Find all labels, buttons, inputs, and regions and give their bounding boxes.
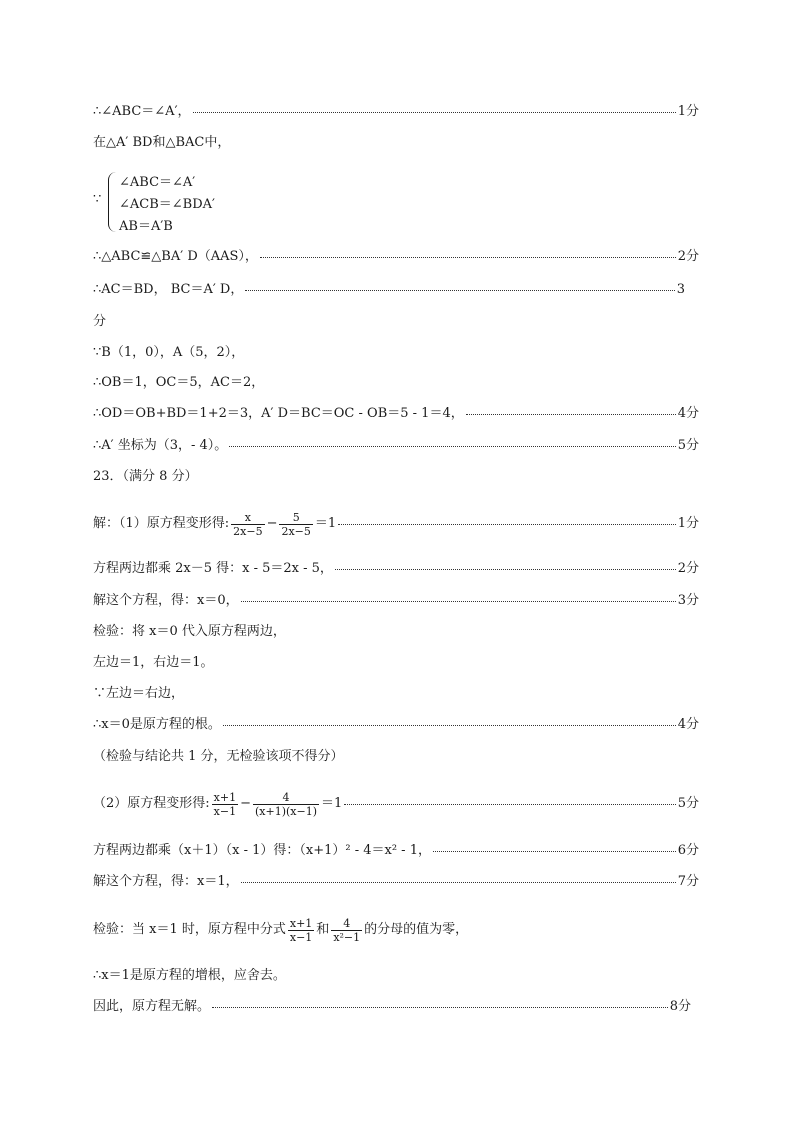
line-18-score: 5分 [677,796,699,811]
numerator: x+1 [289,916,313,930]
numerator: 4 [343,916,351,930]
line-3-text: ∴△ABC≌△BA′ D（AAS）， [93,249,258,264]
line-11-text: 方程两边都乘 2x－5 得：x - 5＝2x - 5， [93,561,333,576]
line-23 [93,998,691,1016]
line-21 [93,913,468,947]
question-23-header: 23．（满分 8 分） [93,469,198,484]
line-12-score: 3分 [677,593,699,608]
equals-one: ＝1 [321,796,343,811]
numerator: 4 [282,790,290,804]
numerator: 5 [292,510,300,524]
line-14: 左边＝1，右边＝1。 [93,655,214,670]
fraction [288,917,314,944]
line-10-prefix: 解：（1）原方程变形得: [93,516,230,531]
line-8-text: ∴A′ 坐标为（3，- 4）。 [93,438,228,453]
dot-leader [338,515,676,533]
line-2: 在△A′ BD和△BAC中， [93,135,231,150]
line-19-score: 6分 [677,843,699,858]
equals-one: ＝1 [314,516,337,531]
line-19-text: 方程两边都乘（x＋1）（x - 1）得：（x+1）² - 4＝x² - 1， [93,843,431,858]
line-16-score: 4分 [677,717,699,732]
line-11 [93,560,699,578]
fraction [279,511,312,538]
line-4 [93,281,685,299]
line-3 [93,248,699,266]
line-20-text: 解这个方程，得：x＝1， [93,874,239,889]
fraction [331,917,362,944]
dot-leader [241,592,676,610]
denominator: x−1 [289,930,313,944]
line-18-prefix: （2）原方程变形得: [93,796,210,811]
line-12 [93,592,699,610]
numerator: x+1 [213,790,237,804]
denominator: 2x−5 [281,524,311,538]
line-10 [93,508,699,540]
line-6: ∴OB＝1，OC＝5，AC＝2， [93,375,265,390]
dot-leader [260,248,676,266]
dot-leader [193,103,676,121]
fraction [212,791,238,818]
brace-item: AB＝A′B [119,219,173,234]
line-7 [93,405,699,423]
line-21-suffix: 的分母的值为零， [364,922,469,937]
minus-sign: − [240,796,251,811]
line-20 [93,873,699,891]
line-11-score: 2分 [677,561,699,576]
curly-brace [108,172,117,232]
line-15: ∵左边＝右边， [93,686,185,701]
line-10-score: 1分 [677,516,699,531]
line-7-text: ∴OD＝OB+BD＝1+2＝3，A′ D＝BC＝OC - OB＝5 - 1＝4， [93,406,464,421]
line-18 [93,787,699,821]
line-1-text: ∴∠ABC＝∠A′， [93,104,191,119]
line-20-score: 7分 [677,874,699,889]
line-16 [93,716,699,734]
line-21-mid: 和 [316,922,330,937]
line-21-prefix: 检验：当 x＝1 时，原方程中分式 [93,922,286,937]
line-13: 检验：将 x＝0 代入原方程两边， [93,624,286,639]
line-7-score: 4分 [677,406,699,421]
line-5: ∵B（1，0），A（5，2）， [93,345,245,360]
denominator: x²−1 [333,930,361,944]
line-8-score: 5分 [677,438,699,453]
dot-leader [245,281,674,299]
denominator: (x+1)(x−1) [254,804,317,818]
line-4-text: ∴AC＝BD， BC＝A′ D， [93,282,244,297]
fraction [231,511,264,538]
dot-leader [223,716,676,734]
dot-leader [433,842,676,860]
line-1 [93,103,699,121]
dot-leader [344,795,675,813]
dot-leader [241,873,676,891]
dot-leader [466,405,676,423]
line-19 [93,842,699,860]
denominator: 2x−5 [233,524,263,538]
dot-leader [212,998,668,1016]
line-23-text: 因此，原方程无解。 [93,999,211,1014]
line-3-score: 2分 [677,249,699,264]
line-17-note: （检验与结论共 1 分，无检验该项不得分） [93,749,344,764]
minus-sign: − [266,516,278,531]
brace-item: ∠ACB＝∠BDA′ [119,197,215,212]
fraction [253,791,319,818]
line-8 [93,437,699,455]
line-23-score: 8分 [669,999,691,1014]
line-22: ∴x＝1是原方程的增根，应舍去。 [93,968,286,983]
brace-item: ∠ABC＝∠A′ [119,175,196,190]
dot-leader [335,560,676,578]
line-4-score: 3 [676,282,685,297]
brace-items [119,172,215,238]
denominator: x−1 [213,804,237,818]
line-16-text: ∴x＝0是原方程的根。 [93,717,221,732]
dot-leader [229,437,675,455]
numerator: x [244,510,251,524]
because-symbol: ∵ [93,192,102,207]
line-12-text: 解这个方程，得：x＝0， [93,593,239,608]
line-1-score: 1分 [677,104,699,119]
line-4b: 分 [93,314,107,329]
